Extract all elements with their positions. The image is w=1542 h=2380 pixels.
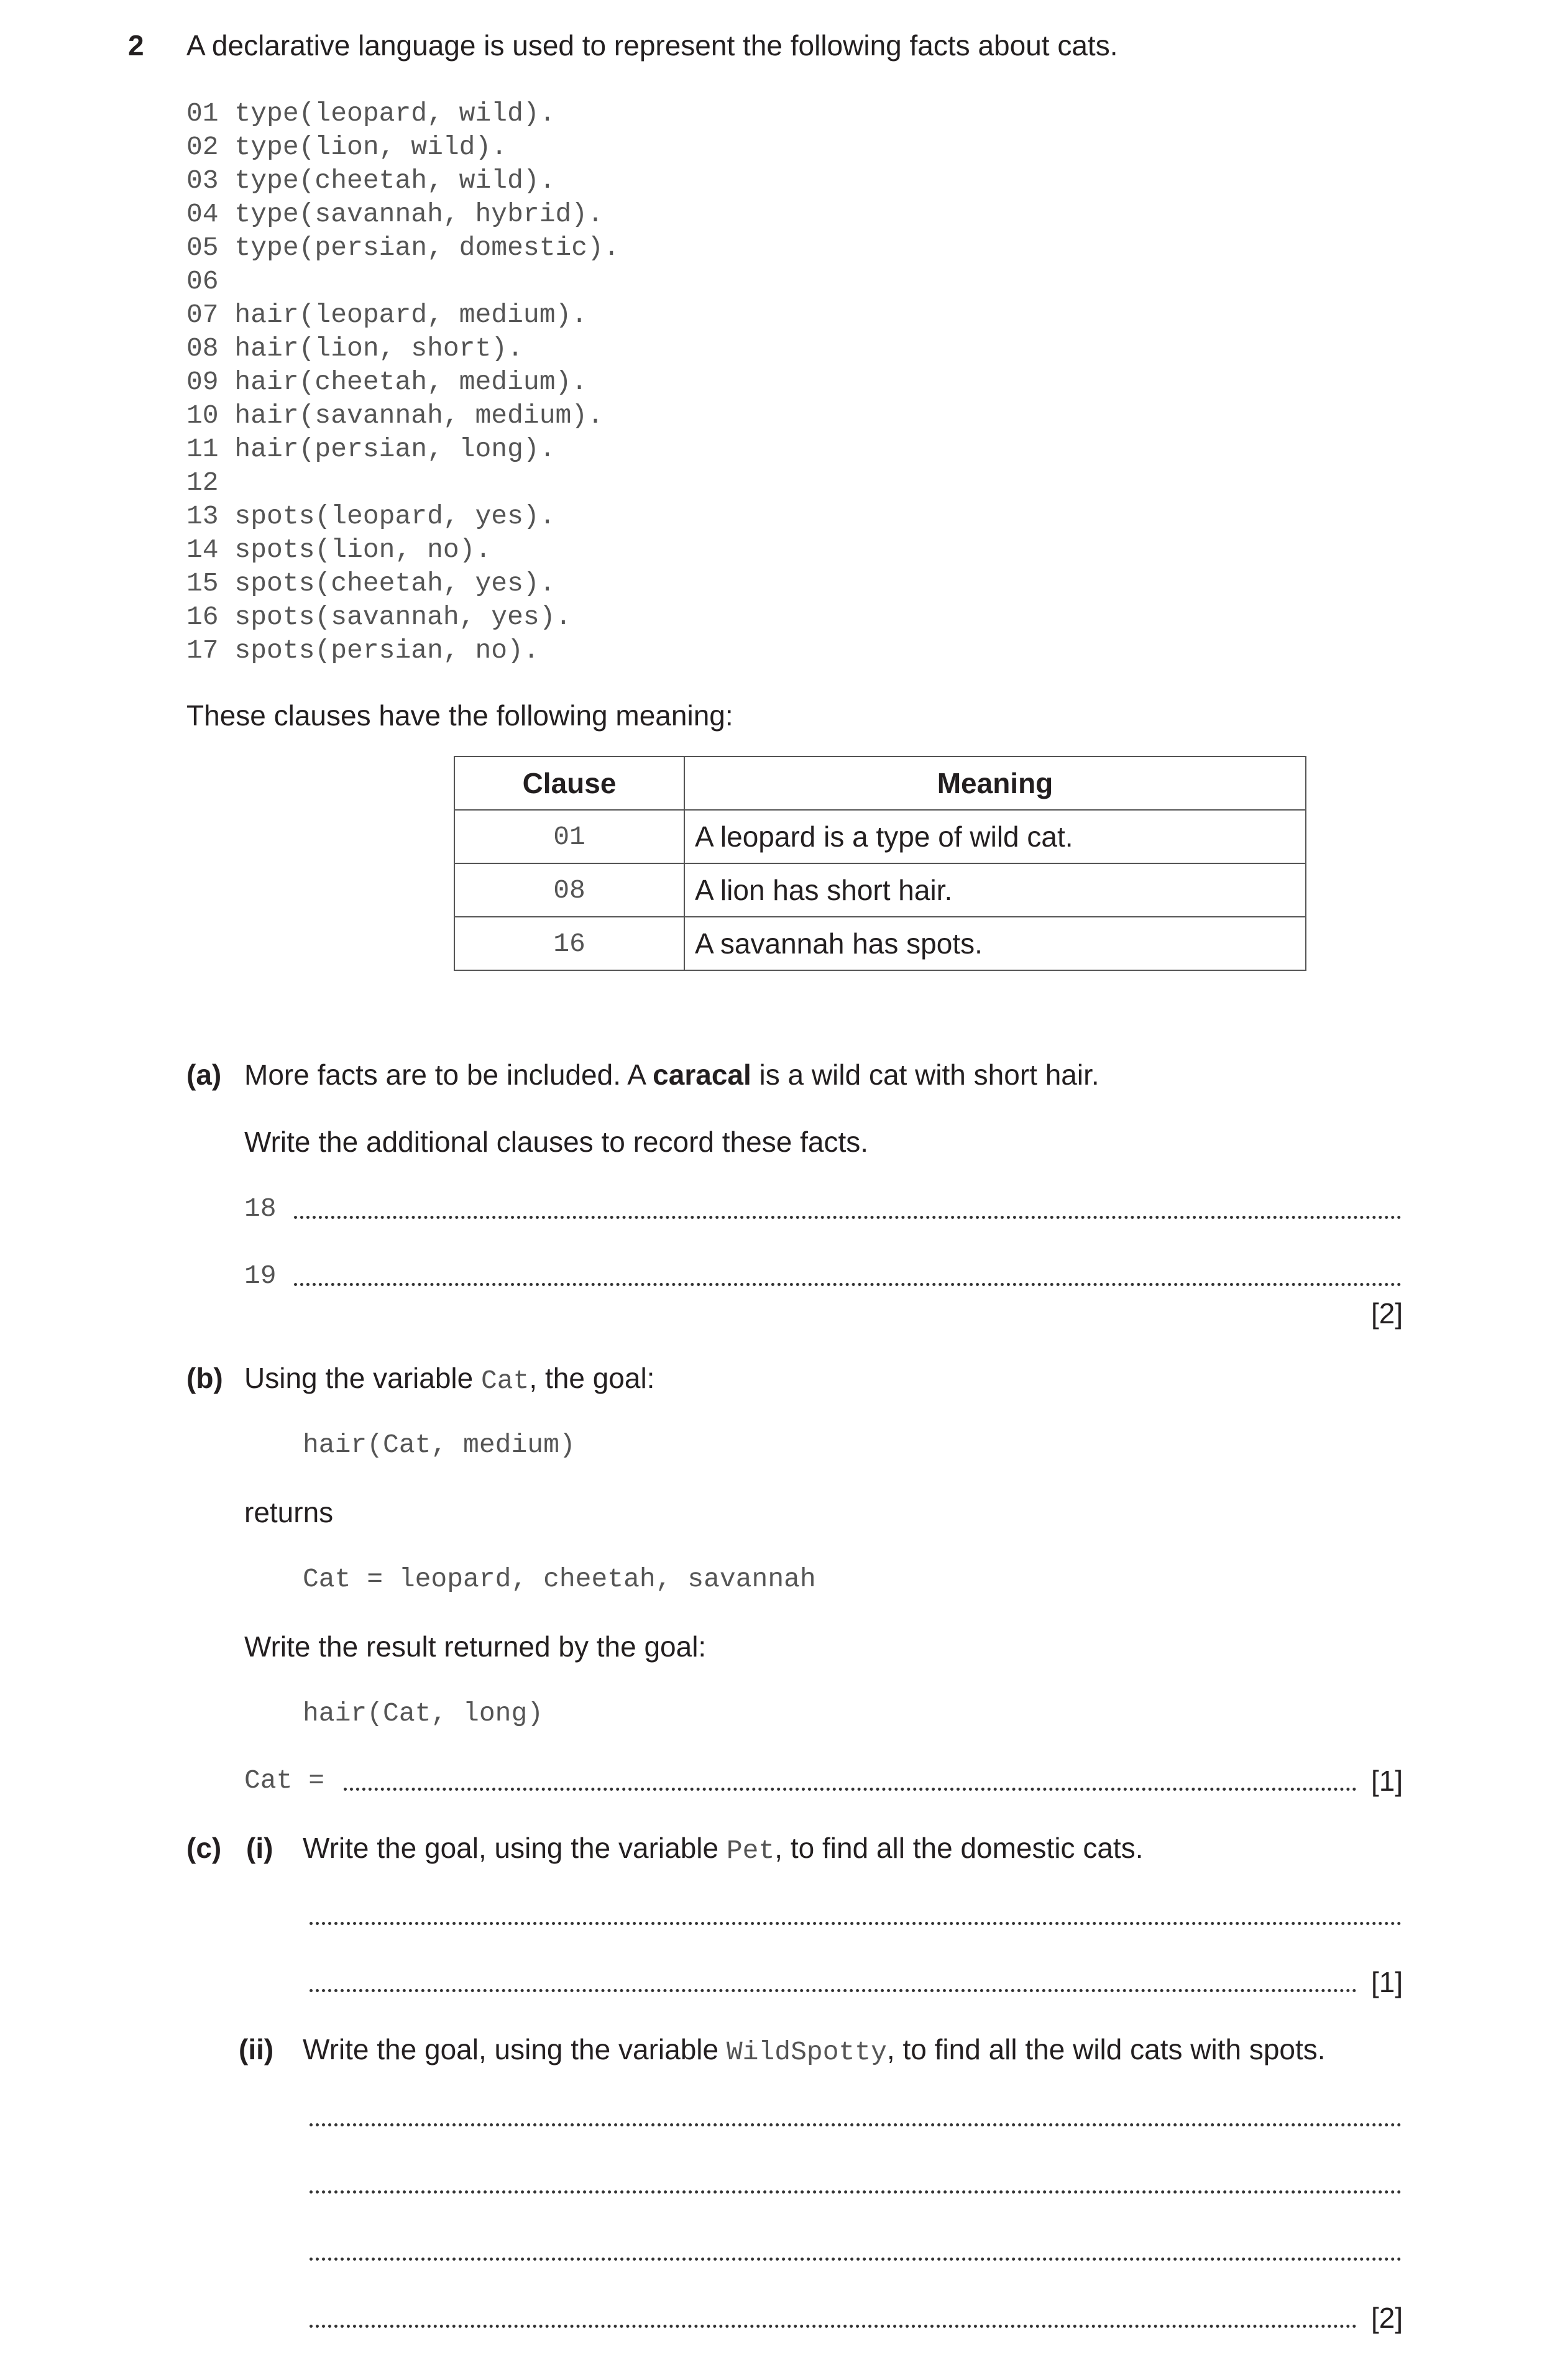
part-c-ii-label: (ii): [239, 2033, 274, 2065]
part-b-instruction: Write the result returned by the goal:: [244, 1630, 707, 1663]
part-b-statement: [244, 1361, 654, 1398]
part-c-i-statement: [303, 1831, 1143, 1868]
code-line: 03 type(cheetah, wild).: [186, 165, 556, 196]
variable-wildspotty: WildSpotty: [726, 2037, 887, 2067]
code-line: 15 spots(cheetah, yes).: [186, 568, 556, 599]
code-line: 06: [186, 266, 219, 296]
answer-line-18[interactable]: [294, 1216, 1402, 1219]
part-c-i-label: (i): [246, 1832, 273, 1864]
answer-line-19[interactable]: [294, 1283, 1402, 1286]
answer-line-c-ii-2[interactable]: [310, 2190, 1402, 2194]
code-line: 11 hair(persian, long).: [186, 434, 556, 464]
part-b-text-after: , the goal:: [529, 1362, 655, 1394]
code-line: 16 spots(savannah, yes).: [186, 602, 572, 632]
part-c-ii-marks: [2]: [1371, 2302, 1403, 2334]
answer-line-cat[interactable]: [344, 1788, 1357, 1791]
answer-prefix: Cat =: [244, 1765, 325, 1796]
code-line: 17 spots(persian, no).: [186, 635, 539, 666]
part-b-label: (b): [186, 1362, 223, 1394]
part-c-label: (c): [186, 1832, 222, 1864]
part-c-ii-text-before: Write the goal, using the variable: [303, 2033, 727, 2065]
goal-example: hair(Cat, medium): [303, 1430, 576, 1460]
answer-line-c-ii-3[interactable]: [310, 2258, 1402, 2261]
code-line: 13 spots(leopard, yes).: [186, 501, 556, 531]
code-line: 12: [186, 467, 219, 498]
returns-label: returns: [244, 1496, 334, 1528]
answer-line-c-i-2[interactable]: [310, 1989, 1357, 1992]
part-a-statement: [244, 1058, 1099, 1091]
part-c-ii-text-after: , to find all the wild cats with spots.: [886, 2033, 1326, 2065]
question-number: 2: [128, 29, 144, 62]
code-line: 05 type(persian, domestic).: [186, 232, 620, 263]
variable-pet: Pet: [726, 1836, 775, 1866]
clause-cell: 01: [454, 810, 684, 863]
goal-question: hair(Cat, long): [303, 1698, 544, 1729]
table-header-row: [454, 756, 1306, 810]
table-row: [454, 810, 1306, 863]
part-c-i-text-after: , to find all the domestic cats.: [774, 1832, 1144, 1864]
answer-line-c-ii-1[interactable]: [310, 2123, 1402, 2126]
line-number-18: 18: [244, 1193, 277, 1224]
part-c-i-marks: [1]: [1371, 1966, 1403, 1998]
meaning-intro: These clauses have the following meaning:: [186, 699, 733, 732]
header-meaning: Meaning: [684, 756, 1306, 810]
part-c-i-text-before: Write the goal, using the variable: [303, 1832, 727, 1864]
question-intro: A declarative language is used to represent the following facts about cats.: [186, 29, 1118, 62]
answer-line-c-i-1[interactable]: [310, 1922, 1402, 1925]
part-a-label: (a): [186, 1059, 222, 1091]
code-line: 04 type(savannah, hybrid).: [186, 199, 603, 229]
clause-cell: 16: [454, 917, 684, 970]
clause-cell: 08: [454, 863, 684, 917]
part-c-ii-statement: [303, 2033, 1326, 2069]
line-number-19: 19: [244, 1261, 277, 1291]
code-line: 14 spots(lion, no).: [186, 535, 492, 565]
part-a-text-before: More facts are to be included. A: [244, 1059, 653, 1091]
part-a-marks: [2]: [1371, 1297, 1403, 1330]
code-line: 08 hair(lion, short).: [186, 333, 523, 364]
code-line: 02 type(lion, wild).: [186, 132, 508, 162]
part-b-marks: [1]: [1371, 1765, 1403, 1797]
code-line: 10 hair(savannah, medium).: [186, 400, 603, 431]
part-a-text-after: is a wild cat with short hair.: [751, 1059, 1099, 1091]
meaning-cell: A savannah has spots.: [684, 917, 1306, 970]
code-line: 09 hair(cheetah, medium).: [186, 367, 588, 397]
table-row: [454, 863, 1306, 917]
meaning-cell: A lion has short hair.: [684, 863, 1306, 917]
part-a-bold-term: caracal: [653, 1059, 751, 1091]
variable-cat: Cat: [480, 1366, 530, 1396]
code-line: 01 type(leopard, wild).: [186, 98, 556, 129]
code-line: 07 hair(leopard, medium).: [186, 300, 588, 330]
part-b-text-before: Using the variable: [244, 1362, 481, 1394]
clause-meaning-table: [454, 756, 1306, 971]
table-row: [454, 917, 1306, 970]
part-a-instruction: Write the additional clauses to record these facts.: [244, 1126, 869, 1158]
answer-line-c-ii-4[interactable]: [310, 2325, 1357, 2328]
header-clause: Clause: [454, 756, 684, 810]
meaning-cell: A leopard is a type of wild cat.: [684, 810, 1306, 863]
result-example: Cat = leopard, cheetah, savannah: [303, 1564, 816, 1594]
